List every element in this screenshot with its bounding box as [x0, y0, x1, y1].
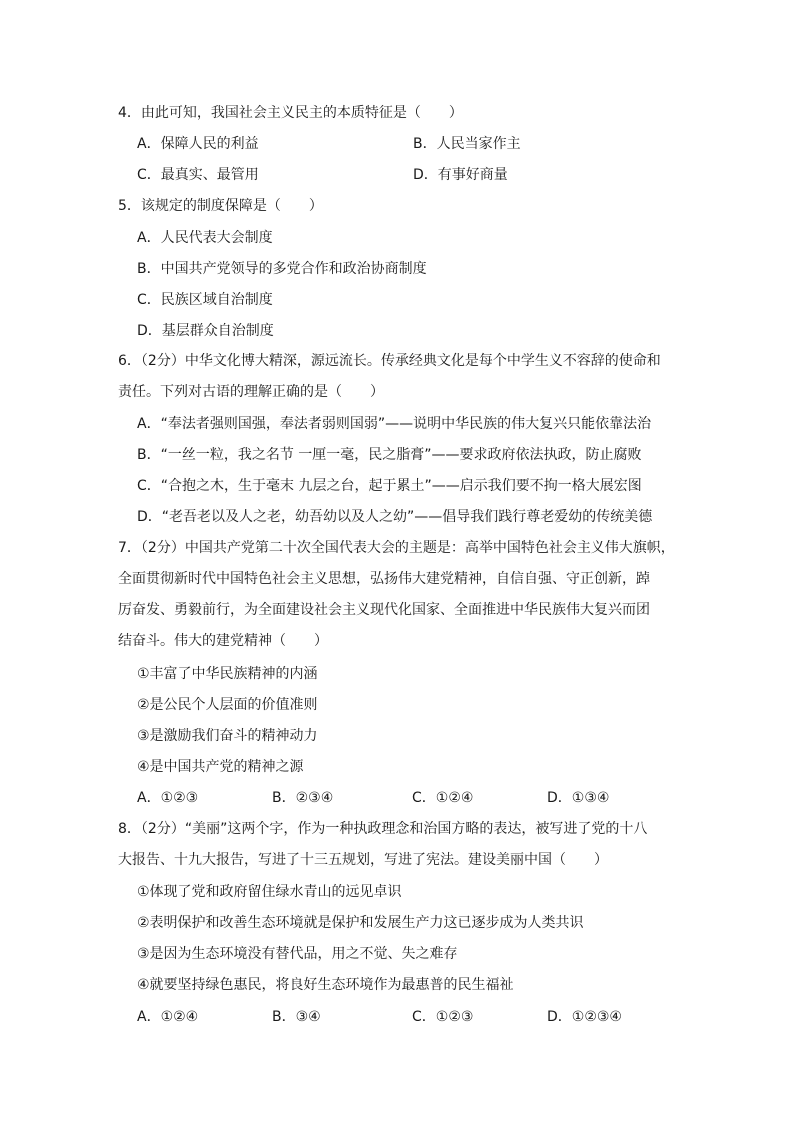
question-4-option-a: A．保障人民的利益 — [137, 136, 259, 152]
question-7-stem-line-4: 结奋斗。伟大的建党精神（ ） — [118, 633, 328, 649]
question-6-stem-line-1: 6．（2分）中华文化博大精深，源远流长。传承经典文化是每个中学生义不容辞的使命和 — [118, 353, 661, 369]
question-7-statement-1: ①丰富了中华民族精神的内涵 — [137, 666, 318, 682]
question-5-option-a: A．人民代表大会制度 — [137, 230, 273, 246]
question-6-option-b: B．“一丝一粒，我之名节 一厘一毫，民之脂膏”——要求政府依法执政，防止腐败 — [137, 447, 642, 463]
question-7-stem-line-1: 7．（2分）中国共产党第二十次全国代表大会的主题是：高举中国特色社会主义伟大旗帜， — [118, 540, 675, 556]
question-7-option-a: A．①②③ — [137, 790, 199, 806]
question-4-option-c: C．最真实、最管用 — [137, 167, 259, 183]
question-6-option-d: D．“老吾老以及人之老，幼吾幼以及人之幼”——倡导我们践行尊老爱幼的传统美德 — [137, 509, 653, 525]
question-7-option-b: B．②③④ — [272, 790, 334, 806]
question-6-option-a: A．“奉法者强则国强，奉法者弱则国弱”——说明中华民族的伟大复兴只能依靠法治 — [137, 416, 652, 432]
question-8-option-b: B．③④ — [272, 1009, 321, 1025]
question-8-statement-3: ③是因为生态环境没有替代品，用之不觉、失之难存 — [137, 946, 458, 962]
question-4-option-b: B．人民当家作主 — [413, 136, 521, 152]
question-5-stem: 5．该规定的制度保障是（ ） — [118, 198, 323, 214]
question-4-stem: 4．由此可知，我国社会主义民主的本质特征是（ ） — [118, 105, 463, 121]
question-7-statement-4: ④是中国共产党的精神之源 — [137, 759, 304, 775]
question-8-stem-line-2: 大报告、十九大报告，写进了十三五规划，写进了宪法。建设美丽中国（ ） — [118, 852, 608, 868]
question-8-statement-4: ④就要坚持绿色惠民，将良好生态环境作为最惠普的民生福祉 — [137, 977, 514, 993]
question-7-stem-line-2: 全面贯彻新时代中国特色社会主义思想，弘扬伟大建党精神，自信自强、守正创新，踔 — [118, 571, 650, 587]
question-6-option-c: C．“合抱之木，生于毫末 九层之台，起于累土”——启示我们要不拘一格大展宏图 — [137, 478, 642, 494]
question-8-stem-line-1: 8．（2分）“美丽”这两个字，作为一种执政理念和治国方略的表达，被写进了党的十八 — [118, 821, 648, 837]
question-8-option-a: A．①②④ — [137, 1009, 199, 1025]
question-7-option-d: D．①③④ — [547, 790, 610, 806]
question-7-statement-3: ③是激励我们奋斗的精神动力 — [137, 728, 318, 744]
question-5-option-b: B．中国共产党领导的多党合作和政治协商制度 — [137, 261, 427, 277]
question-7-statement-2: ②是公民个人层面的价值准则 — [137, 697, 318, 713]
question-5-option-d: D．基层群众自治制度 — [137, 323, 274, 339]
question-7-option-c: C．①②④ — [412, 790, 474, 806]
question-8-option-d: D．①②③④ — [547, 1009, 622, 1025]
question-6-stem-line-2: 责任。下列对古语的理解正确的是（ ） — [118, 384, 384, 400]
question-4-option-d: D．有事好商量 — [413, 167, 508, 183]
question-5-option-c: C．民族区域自治制度 — [137, 292, 273, 308]
question-8-option-c: C．①②③ — [412, 1009, 474, 1025]
question-7-stem-line-3: 厉奋发、勇毅前行，为全面建设社会主义现代化国家、全面推进中华民族伟大复兴而团 — [118, 602, 650, 618]
question-8-statement-1: ①体现了党和政府留住绿水青山的远见卓识 — [137, 884, 402, 900]
question-8-statement-2: ②表明保护和改善生态环境就是保护和发展生产力这已逐步成为人类共识 — [137, 915, 584, 931]
